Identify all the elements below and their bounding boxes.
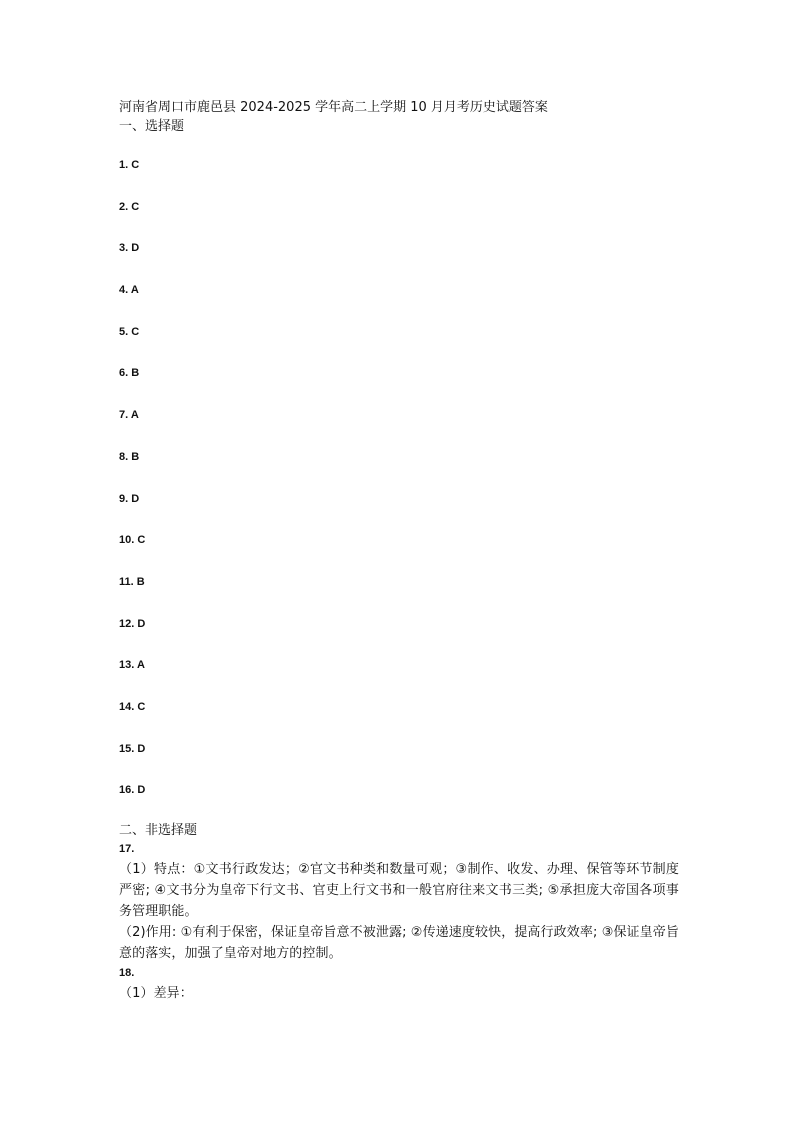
answer-item: 9. D — [119, 492, 140, 505]
section-heading-non-multiple-choice: 二、非选择题 — [119, 823, 198, 839]
question-17-number: 17. — [119, 843, 135, 856]
answer-item: 3. D — [119, 242, 140, 255]
section-heading-multiple-choice: 一、选择题 — [119, 119, 185, 134]
non-multiple-choice-section — [119, 821, 679, 1004]
multiple-choice-answer-list — [119, 158, 679, 797]
answer-item: 13. A — [119, 659, 145, 672]
question-18-part-1: （1）差异： — [119, 986, 193, 1002]
question-17-part-1: （1）特点：①文书行政发达；②官文书种类和数量可观；③制作、收发、办理、保管等环节制度严密; ④文书分为皇帝下行文书、官吏上行文书和一般官府往来文书三类; ⑤承担庞大帝国各项事务管理职能。 — [119, 862, 679, 920]
answer-item: 16. D — [119, 784, 146, 797]
answer-item: 5. C — [119, 325, 140, 338]
answer-item: 15. D — [119, 742, 146, 755]
answer-item: 6. B — [119, 367, 140, 380]
answer-document — [119, 98, 679, 1004]
answer-item: 10. C — [119, 534, 146, 547]
answer-item: 7. A — [119, 409, 139, 422]
answer-item: 4. A — [119, 284, 139, 297]
document-title: 河南省周口市鹿邑县 2024-2025 学年高二上学期 10 月月考历史试题答案 — [119, 100, 548, 115]
question-18-number: 18. — [119, 967, 135, 980]
answer-item: 14. C — [119, 700, 146, 713]
answer-item: 8. B — [119, 450, 140, 463]
question-17-part-2: （2)作用: ①有利于保密，保证皇帝旨意不被泄露; ②传递速度较快，提高行政效率; ③保证皇帝旨意的落实，加强了皇帝对地方的控制。 — [119, 925, 679, 962]
answer-item: 11. B — [119, 575, 145, 588]
answer-item: 12. D — [119, 617, 146, 630]
answer-item: 2. C — [119, 200, 140, 213]
answer-item: 1. C — [119, 159, 140, 171]
